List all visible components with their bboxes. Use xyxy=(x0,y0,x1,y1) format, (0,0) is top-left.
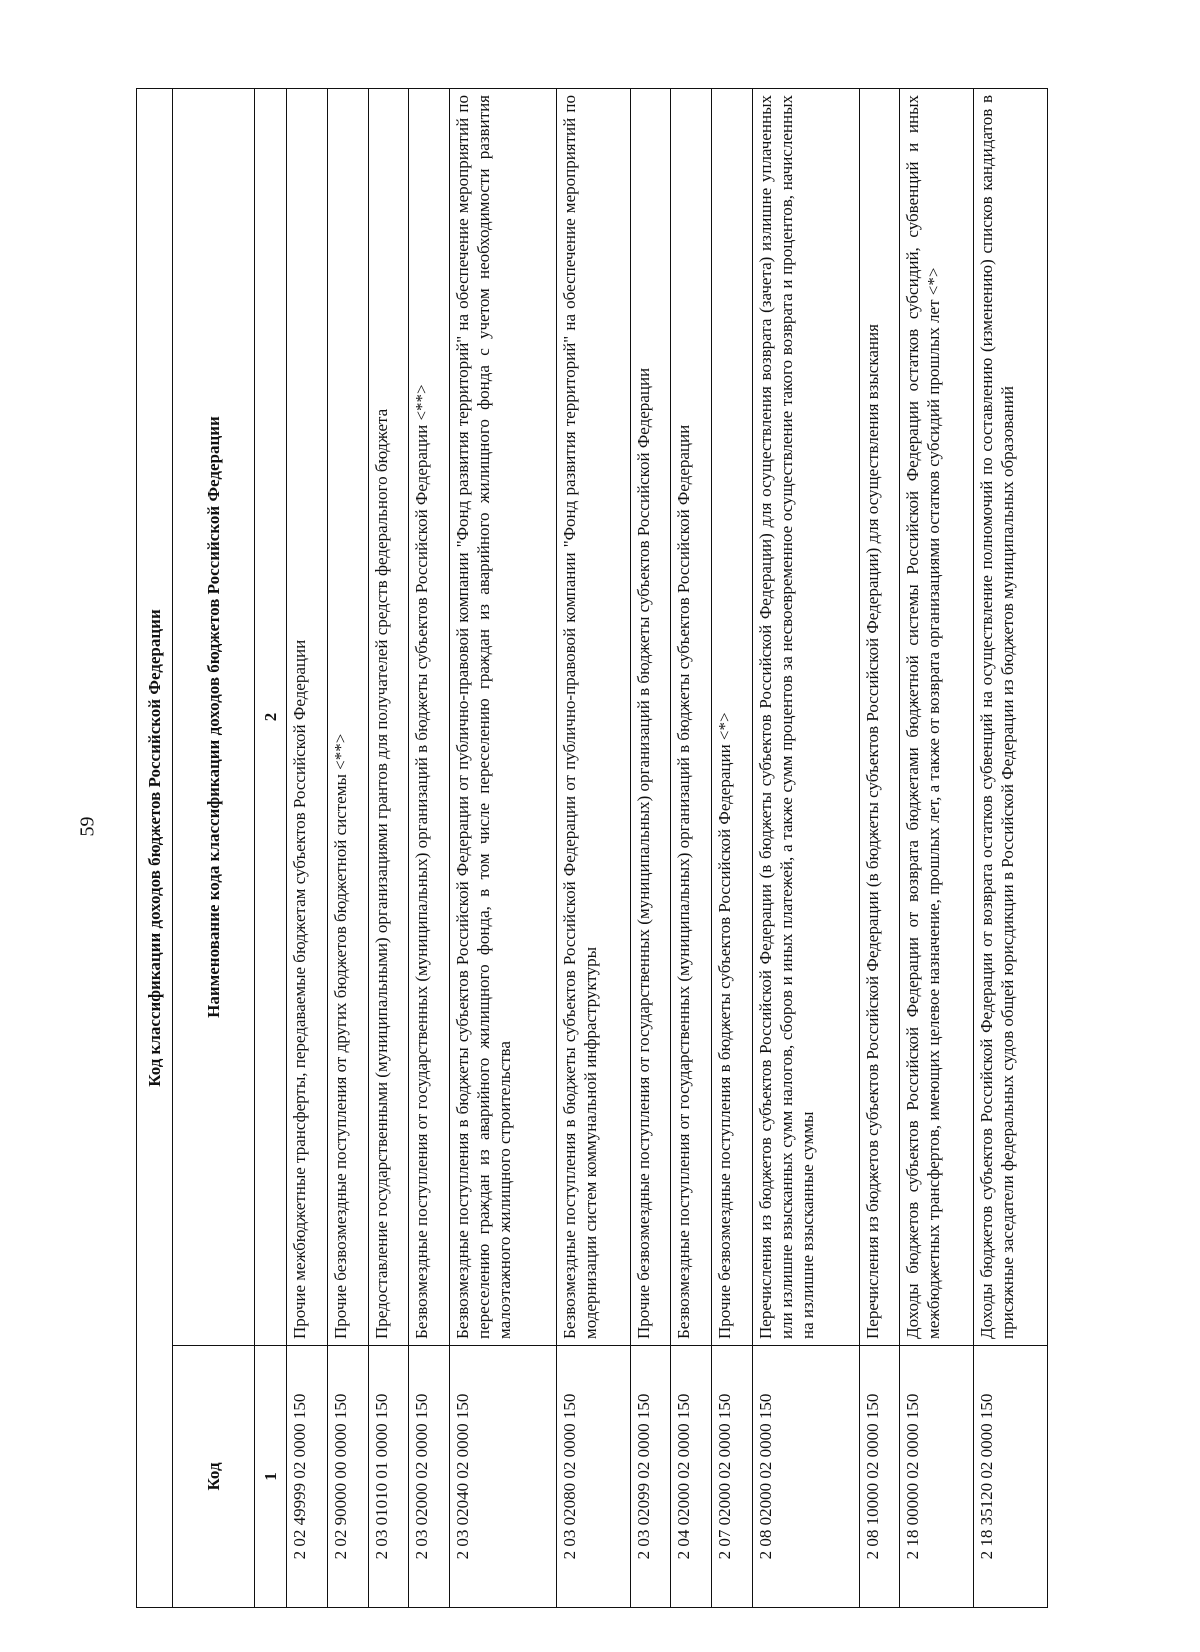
table-row xyxy=(859,89,900,1608)
revenue-name: Безвозмездные поступления в бюджеты субъектов Российской Федерации от публично-правовой компании "Фонд развития территорий" на обеспечение мероприятий по переселению граждан из аварийного жилищного фонда, в том числе переселению граждан из аварийного жилищного фонда с учетом необходимости развития малоэтажного жилищного строительства xyxy=(450,89,557,1346)
column-number-1: 1 xyxy=(255,1346,287,1608)
table-row xyxy=(327,89,368,1608)
revenue-classification-table xyxy=(136,88,1048,1608)
rotated-table-container xyxy=(136,88,1048,1608)
table-row xyxy=(712,89,753,1608)
table-row xyxy=(671,89,712,1608)
revenue-code: 2 08 10000 02 0000 150 xyxy=(859,1346,900,1608)
page-number: 59 xyxy=(76,816,99,837)
revenue-name: Безвозмездные поступления от государственных (муниципальных) организаций в бюджеты субъектов Российской Федерации <**> xyxy=(409,89,450,1346)
table-row xyxy=(287,89,328,1608)
revenue-code: 2 03 01010 01 0000 150 xyxy=(368,1346,409,1608)
revenue-name: Прочие межбюджетные трансферты, передаваемые бюджетам субъектов Российской Федерации xyxy=(287,89,328,1346)
table-row xyxy=(900,89,974,1608)
revenue-code: 2 04 02000 02 0000 150 xyxy=(671,1346,712,1608)
revenue-code: 2 03 02080 02 0000 150 xyxy=(556,1346,630,1608)
revenue-name: Прочие безвозмездные поступления от государственных (муниципальных) организаций в бюджеты субъектов Российской Федерации xyxy=(630,89,671,1346)
revenue-code: 2 03 02099 02 0000 150 xyxy=(630,1346,671,1608)
revenue-code: 2 02 49999 02 0000 150 xyxy=(287,1346,328,1608)
revenue-code: 2 03 02040 02 0000 150 xyxy=(450,1346,557,1608)
revenue-name: Прочие безвозмездные поступления от других бюджетов бюджетной системы <**> xyxy=(327,89,368,1346)
revenue-name: Доходы бюджетов субъектов Российской Федерации от возврата бюджетами бюджетной системы Российской Федерации остатков субсидий, субвенций и иных межбюджетных трансфертов, имеющих целевое назначение, прошлых лет, а также от возврата организациями остатков субсидий прошлых лет <*> xyxy=(900,89,974,1346)
table-row xyxy=(974,89,1048,1608)
table-row xyxy=(409,89,450,1608)
revenue-name: Безвозмездные поступления от государственных (муниципальных) организаций в бюджеты субъектов Российской Федерации xyxy=(671,89,712,1346)
revenue-name: Перечисления из бюджетов субъектов Российской Федерации (в бюджеты субъектов Российской Федерации) для осуществления взыскания xyxy=(859,89,900,1346)
table-row xyxy=(752,89,859,1608)
table-row xyxy=(450,89,557,1608)
revenue-code: 2 03 02000 02 0000 150 xyxy=(409,1346,450,1608)
revenue-code: 2 18 35120 02 0000 150 xyxy=(974,1346,1048,1608)
table-title: Код классификации доходов бюджетов Российской Федерации xyxy=(137,89,173,1608)
revenue-name: Предоставление государственными (муниципальными) организациями грантов для получателей средств федерального бюджета xyxy=(368,89,409,1346)
revenue-name: Доходы бюджетов субъектов Российской Федерации от возврата остатков субвенций на осуществление полномочий по составлению (изменению) списков кандидатов в присяжные заседатели федеральных судов общей юрисдикции в Российской Федерации из бюджетов муниципальных образований xyxy=(974,89,1048,1346)
revenue-code: 2 07 02000 02 0000 150 xyxy=(712,1346,753,1608)
table-row xyxy=(556,89,630,1608)
revenue-name: Прочие безвозмездные поступления в бюджеты субъектов Российской Федерации <*> xyxy=(712,89,753,1346)
revenue-code: 2 18 00000 02 0000 150 xyxy=(900,1346,974,1608)
column-number-2: 2 xyxy=(255,89,287,1346)
table-row xyxy=(630,89,671,1608)
table-row xyxy=(368,89,409,1608)
code-column-header: Код xyxy=(173,1346,255,1608)
revenue-name: Безвозмездные поступления в бюджеты субъектов Российской Федерации от публично-правовой компании "Фонд развития территорий" на обеспечение мероприятий по модернизации систем коммунальной инфраструктуры xyxy=(556,89,630,1346)
name-column-header: Наименование кода классификации доходов бюджетов Российской Федерации xyxy=(173,89,255,1346)
revenue-code: 2 02 90000 00 0000 150 xyxy=(327,1346,368,1608)
revenue-code: 2 08 02000 02 0000 150 xyxy=(752,1346,859,1608)
revenue-name: Перечисления из бюджетов субъектов Российской Федерации (в бюджеты субъектов Российской Федерации) для осуществления возврата (зачета) излишне уплаченных или излишне взысканных сумм налогов, сборов и иных платежей, а также сумм процентов за несвоевременное осуществление такого возврата и процентов, начисленных на излишне взысканные суммы xyxy=(752,89,859,1346)
